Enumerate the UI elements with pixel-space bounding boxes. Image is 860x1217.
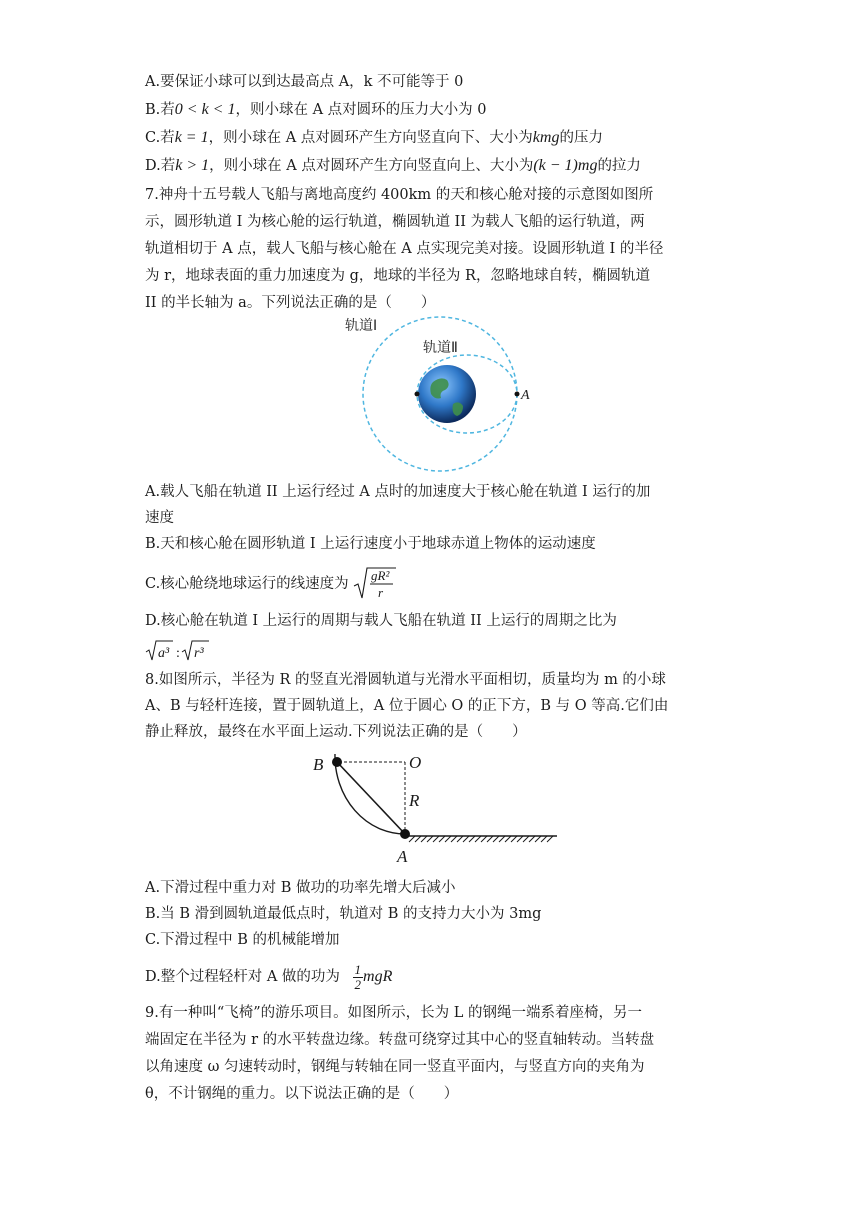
- q6-option-c-post: 的压力: [559, 130, 603, 146]
- q6-option-d-val: (k − 1)mg: [533, 157, 598, 174]
- q7-option-d-sep: :: [176, 646, 180, 661]
- track-figure: [305, 748, 565, 868]
- orbit-1-label: 轨道Ⅰ: [345, 318, 378, 334]
- q7-stem-line-5: II 的半长轴为 a。下列说法正确的是（ ）: [145, 295, 436, 311]
- q7-option-d-r3: r³: [194, 646, 204, 661]
- q6-option-c: [145, 128, 603, 148]
- q6-option-d-mid: ，则小球在 A 点对圆环产生方向竖直向上、大小为: [209, 158, 534, 174]
- q7-stem-line-4: 为 r，地球表面的重力加速度为 g，地球的半径为 R，忽略地球自转，椭圆轨道: [145, 268, 650, 284]
- q7-option-a-line-2: 速度: [145, 510, 174, 526]
- q6-option-d-post: 的拉力: [597, 158, 641, 174]
- orbit-figure: [345, 316, 555, 471]
- q6-option-c-pre: C.若: [145, 130, 175, 146]
- label-o: O: [409, 753, 422, 772]
- q7-option-d-a3: a³: [158, 646, 170, 661]
- q7-option-c-text: C.核心舱绕地球运行的线速度为: [145, 576, 349, 592]
- q7-stem-line-2: 示，圆形轨道 I 为核心舱的运行轨道，椭圆轨道 II 为载人飞船的运行轨道，两: [145, 214, 645, 230]
- light-rod: [337, 762, 405, 834]
- q8-option-d-fraction: [353, 963, 364, 992]
- q8-option-d: [145, 960, 392, 994]
- q8-option-d-num: 1: [354, 961, 362, 977]
- q8-option-c: C.下滑过程中 B 的机械能增加: [145, 932, 340, 948]
- q6-option-c-cond: k = 1: [174, 129, 209, 146]
- q7-option-a-line-1: A.载人飞船在轨道 II 上运行经过 A 点时的加速度大于核心舱在轨道 I 运行的加: [145, 484, 651, 500]
- q6-option-c-val: kmg: [532, 129, 560, 146]
- q7-option-c-sqrt: [353, 566, 397, 602]
- perigee-point: [415, 392, 420, 397]
- q8-stem-line-2: A、B 与轻杆连接，置于圆轨道上，A 位于圆心 O 的正下方，B 与 O 等高.它们由: [145, 698, 669, 714]
- q6-option-b-post: ，则小球在 A 点对圆环的压力大小为 0: [235, 102, 487, 118]
- q7-stem-line-1: 7.神舟十五号载人飞船与离地高度约 400km 的天和核心舱对接的示意图如图所: [145, 187, 654, 203]
- label-r: R: [409, 791, 420, 810]
- ball-a: [400, 829, 410, 839]
- q9-stem-line-2: 端固定在半径为 r 的水平转盘边缘。转盘可绕穿过其中心的竖直轴转动。当转盘: [145, 1032, 655, 1048]
- label-a: A: [397, 847, 408, 866]
- q8-stem-line-1: 8.如图所示，半径为 R 的竖直光滑圆轨道与光滑水平面相切，质量均为 m 的小球: [145, 672, 666, 688]
- q7-option-c: [145, 566, 397, 600]
- q6-option-b-pre: B.若: [145, 102, 175, 118]
- q6-option-a: A.要保证小球可以到达最高点 A，k 不可能等于 0: [145, 74, 464, 90]
- q6-option-b-cond: 0 < k < 1: [174, 101, 236, 118]
- q8-option-d-text: D.整个过程轻杆对 A 做的功为: [145, 969, 340, 985]
- q9-stem-line-3: 以角速度 ω 匀速转动时，钢绳与转轴在同一竖直平面内，与竖直方向的夹角为: [145, 1059, 645, 1075]
- q8-option-d-tail: mgR: [363, 968, 393, 985]
- q7-option-b: B.天和核心舱在圆形轨道 I 上运行速度小于地球赤道上物体的运动速度: [145, 536, 596, 552]
- ball-b: [332, 757, 342, 767]
- q7-option-c-num: gR²: [371, 568, 390, 583]
- q8-stem-line-3: 静止释放，最终在水平面上运动.下列说法正确的是（ ）: [145, 724, 527, 740]
- point-a-label: A: [521, 388, 530, 403]
- q6-option-c-mid: ，则小球在 A 点对圆环产生方向竖直向下、大小为: [208, 130, 533, 146]
- q7-stem-line-3: 轨道相切于 A 点，载人飞船与核心舱在 A 点实现完美对接。设圆形轨道 I 的半径: [145, 241, 664, 257]
- q8-option-b: B.当 B 滑到圆轨道最低点时，轨道对 B 的支持力大小为 3mg: [145, 906, 542, 922]
- point-a: [515, 392, 520, 397]
- q7-option-c-den: r: [378, 585, 384, 600]
- q7-option-d-line-2: [145, 638, 215, 662]
- q6-option-d-pre: D.若: [145, 158, 176, 174]
- earth-icon: [418, 365, 476, 423]
- q9-stem-line-4: θ，不计钢绳的重力。以下说法正确的是（ ）: [145, 1086, 459, 1102]
- q7-option-d-line-1: D.核心舱在轨道 I 上运行的周期与载人飞船在轨道 II 上运行的周期之比为: [145, 613, 617, 629]
- orbit-2-label: 轨道Ⅱ: [423, 340, 458, 356]
- ground-hatching: [409, 836, 553, 842]
- q6-option-d-cond: k > 1: [175, 157, 210, 174]
- q9-stem-line-1: 9.有一种叫“飞椅”的游乐项目。如图所示，长为 L 的钢绳一端系着座椅，另一: [145, 1005, 643, 1021]
- q8-option-d-den: 2: [354, 976, 362, 992]
- q8-option-a: A.下滑过程中重力对 B 做功的功率先增大后减小: [145, 880, 456, 896]
- q6-option-b: [145, 100, 487, 120]
- label-b: B: [313, 755, 324, 774]
- q6-option-d: [145, 156, 641, 176]
